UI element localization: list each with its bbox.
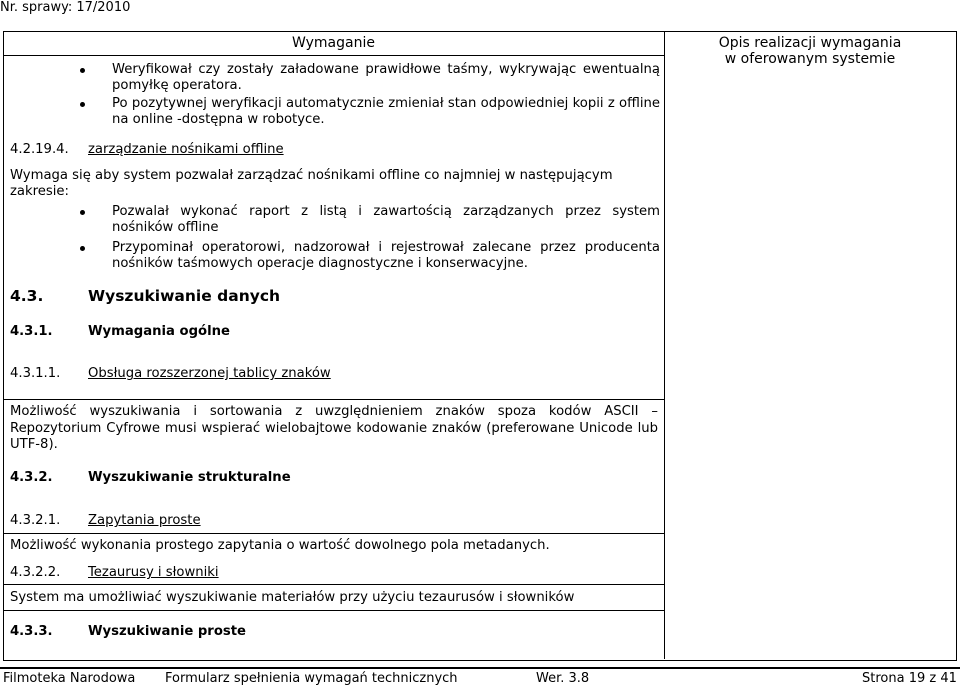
- header-row-divider: [3, 55, 664, 56]
- requirement-content: [10, 62, 660, 382]
- row-divider: [3, 610, 664, 611]
- section-number: 4.3.: [10, 287, 44, 305]
- document-reference: Nr. sprawy: 17/2010: [0, 0, 131, 15]
- footer-organization: Filmoteka Narodowa: [3, 671, 136, 686]
- section-title: Wyszukiwanie strukturalne: [88, 470, 291, 485]
- section-number: 4.3.2.2.: [10, 565, 61, 580]
- column-header-realization-line1: Opis realizacji wymagania: [718, 35, 902, 51]
- section-title: Obsługa rozszerzonej tablicy znaków: [88, 366, 331, 381]
- column-divider: [664, 31, 665, 659]
- section-heading-4-3: [10, 288, 660, 304]
- section-text-4-3-2-2: System ma umożliwiać wyszukiwanie materiałów przy użyciu tezaurusów i słowników: [10, 590, 575, 605]
- section-heading-4-3-2-1: [10, 513, 201, 528]
- section-text-4-3-2-1: Możliwość wykonania prostego zapytania o wartość dowolnego pola metadanych.: [10, 538, 550, 553]
- section-number: 4.3.2.1.: [10, 513, 61, 528]
- offline-media-bullet-list: [80, 204, 660, 272]
- column-header-requirement: Wymaganie: [292, 35, 375, 51]
- section-title: Wymagania ogólne: [88, 324, 230, 339]
- list-item: Weryfikował czy zostały załadowane prawidłowe taśmy, wykrywając ewentualną pomyłkę operatora.: [80, 62, 660, 94]
- footer-document-title: Formularz spełnienia wymagań technicznych: [165, 671, 458, 686]
- section-text-4-3-1-1: Możliwość wyszukiwania i sortowania z uwzględnieniem znaków spoza kodów ASCII – Repozytorium Cyfrowe musi wspierać wielobajtowe kodowanie znaków (preferowane Unicode lub UTF-8).: [10, 404, 658, 452]
- section-intro: Wymaga się aby system pozwalał zarządzać nośnikami offline co najmniej w następującym zakresie:: [10, 168, 613, 199]
- footer-rule: [0, 667, 960, 669]
- row-divider: [3, 399, 664, 400]
- section-number: 4.2.19.4.: [10, 142, 69, 157]
- row-divider: [3, 533, 664, 534]
- section-heading-4-3-1-1: [10, 366, 660, 382]
- section-heading-4-2-19-4: [10, 142, 660, 158]
- section-number: 4.3.1.1.: [10, 366, 61, 381]
- footer-version: Wer. 3.8: [536, 671, 590, 686]
- top-bullet-list: [80, 62, 660, 128]
- section-heading-4-3-3: [10, 624, 246, 639]
- section-title: Wyszukiwanie proste: [88, 624, 246, 639]
- section-number: 4.3.2.: [10, 470, 53, 485]
- footer-page-number: Strona 19 z 41: [862, 671, 957, 686]
- section-title: Wyszukiwanie danych: [88, 287, 281, 305]
- row-divider: [3, 584, 664, 585]
- section-number: 4.3.3.: [10, 624, 53, 639]
- section-heading-4-3-1: [10, 324, 660, 340]
- list-item: Przypominał operatorowi, nadzorował i rejestrował zalecane przez producenta nośników taśmowych operacje diagnostyczne i konserwacyjne.: [80, 240, 660, 272]
- section-title: zarządzanie nośnikami offline: [88, 142, 284, 157]
- section-title: Tezaurusy i słowniki: [88, 565, 219, 580]
- list-item: Po pozytywnej weryfikacji automatycznie zmieniał stan odpowiedniej kopii z offline na online -dostępna w robotyce.: [80, 96, 660, 128]
- list-item: Pozwalał wykonać raport z listą i zawartością zarządzanych przez system nośników offline: [80, 204, 660, 236]
- section-number: 4.3.1.: [10, 324, 53, 339]
- column-header-realization-line2: w oferowanym systemie: [724, 51, 896, 67]
- section-heading-4-3-2-2: [10, 565, 219, 580]
- section-heading-4-3-2: [10, 470, 291, 485]
- section-title: Zapytania proste: [88, 513, 201, 528]
- column-header-realization: [665, 35, 955, 67]
